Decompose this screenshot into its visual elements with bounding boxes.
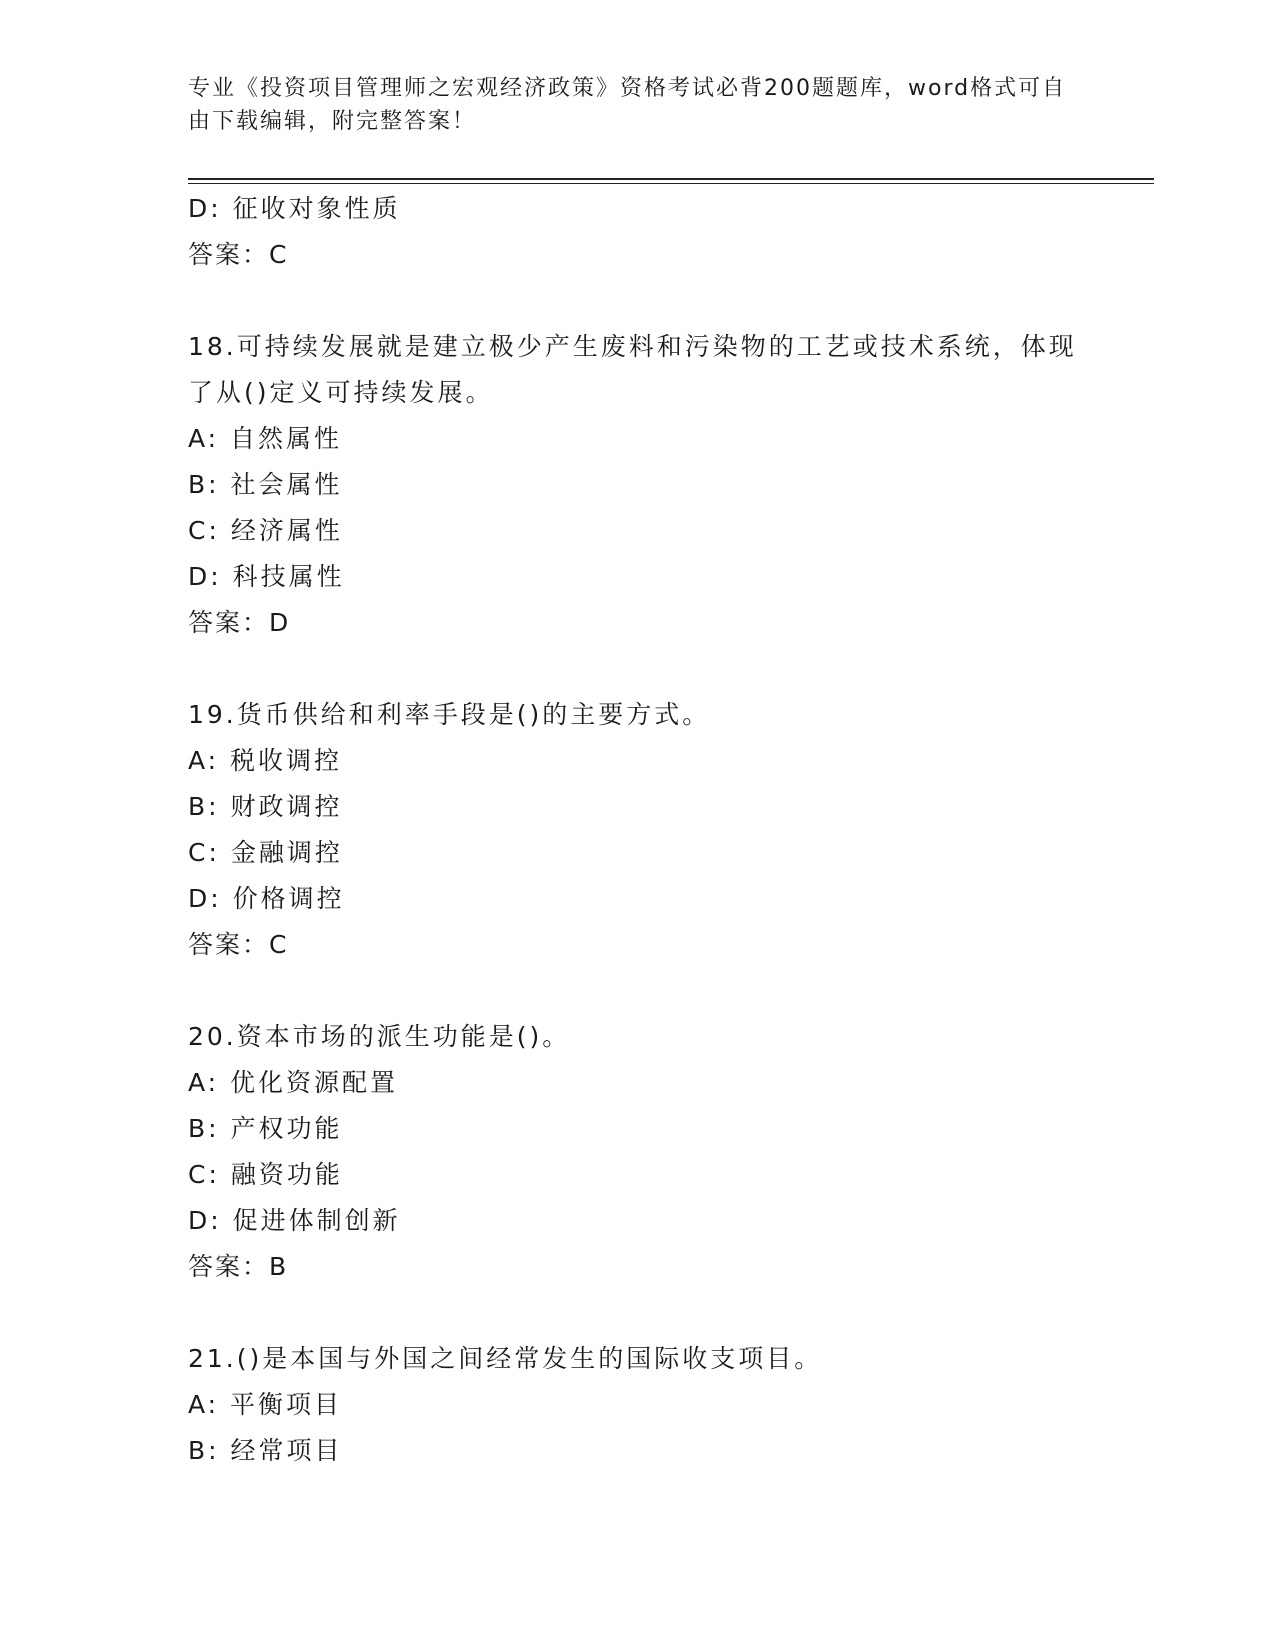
- page-header: 专业《投资项目管理师之宏观经济政策》资格考试必背200题题库，word格式可自由下载编辑，附完整答案！: [188, 76, 1067, 134]
- option-d: D: 价格调控: [188, 884, 345, 913]
- option-b: B: 财政调控: [188, 792, 343, 821]
- spacer: [188, 278, 1088, 324]
- answer: 答案：C: [188, 930, 289, 959]
- answer: 答案：B: [188, 1252, 289, 1281]
- header-divider: [188, 178, 1154, 184]
- option-c: C: 经济属性: [188, 516, 343, 545]
- answer: 答案：D: [188, 608, 291, 637]
- question-17-option-d: D: 征收对象性质: [188, 194, 401, 223]
- question-stem: 18.可持续发展就是建立极少产生废料和污染物的工艺或技术系统，体现了从()定义可持续发展。: [188, 332, 1077, 407]
- document-content: [188, 186, 1088, 1474]
- question-20: [188, 1014, 1088, 1290]
- option-a: A: 优化资源配置: [188, 1068, 399, 1097]
- question-17-answer: 答案：C: [188, 240, 289, 269]
- option-a: A: 税收调控: [188, 746, 343, 775]
- question-stem: 20.资本市场的派生功能是()。: [188, 1022, 571, 1051]
- option-b: B: 经常项目: [188, 1436, 343, 1465]
- question-stem: 21.()是本国与外国之间经常发生的国际收支项目。: [188, 1344, 823, 1373]
- question-stem: 19.货币供给和利率手段是()的主要方式。: [188, 700, 711, 729]
- question-21: [188, 1336, 1088, 1474]
- question-19: [188, 692, 1088, 968]
- spacer: [188, 1290, 1088, 1336]
- spacer: [188, 968, 1088, 1014]
- option-c: C: 金融调控: [188, 838, 343, 867]
- spacer: [188, 646, 1088, 692]
- option-b: B: 产权功能: [188, 1114, 343, 1143]
- question-18: [188, 324, 1088, 646]
- option-d: D: 促进体制创新: [188, 1206, 401, 1235]
- option-d: D: 科技属性: [188, 562, 345, 591]
- option-a: A: 自然属性: [188, 424, 343, 453]
- option-a: A: 平衡项目: [188, 1390, 343, 1419]
- option-c: C: 融资功能: [188, 1160, 343, 1189]
- option-b: B: 社会属性: [188, 470, 343, 499]
